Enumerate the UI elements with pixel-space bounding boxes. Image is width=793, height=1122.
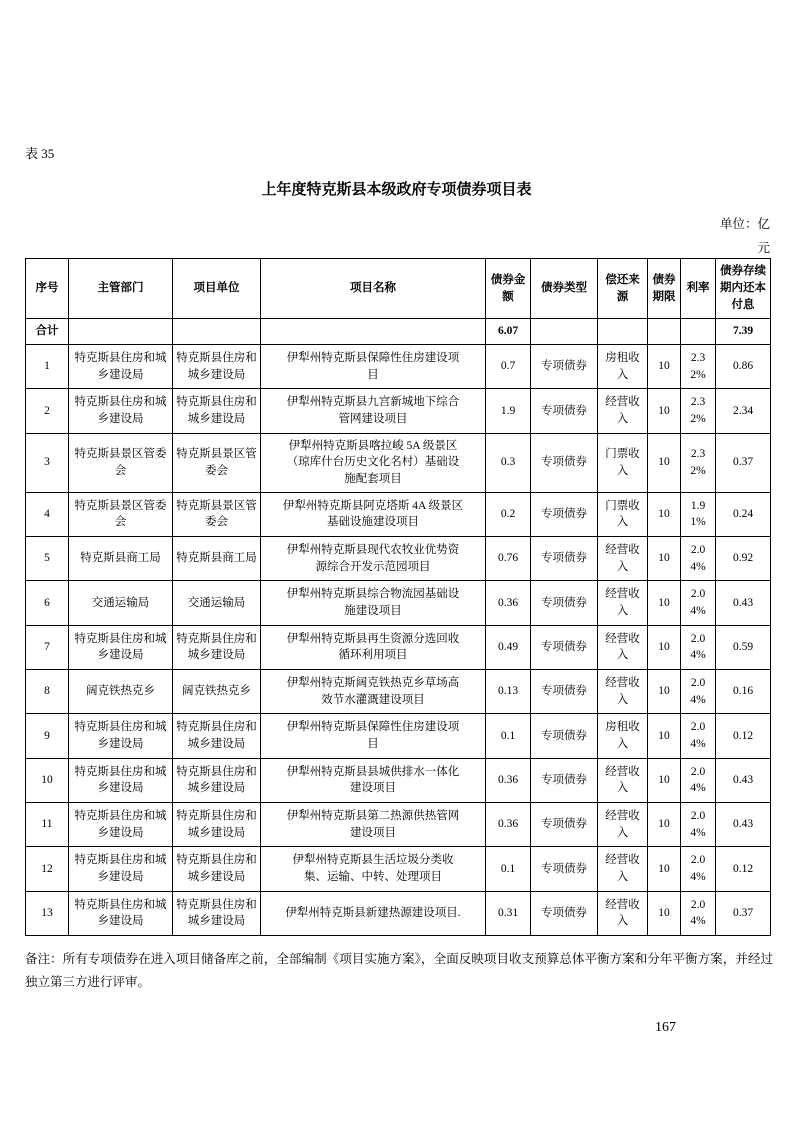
cell-no: 5 xyxy=(26,537,69,581)
cell-dept: 特克斯县住房和城乡建设局 xyxy=(69,803,173,847)
cell-source: 经营收入 xyxy=(598,537,648,581)
cell-repayment: 0.12 xyxy=(716,847,771,891)
table-row xyxy=(26,389,771,433)
cell-rate: 2.04% xyxy=(681,537,716,581)
cell-term: 10 xyxy=(648,492,681,536)
cell-unit: 阔克铁热克乡 xyxy=(173,670,261,714)
cell-unit: 特克斯县住房和城乡建设局 xyxy=(173,714,261,758)
cell-dept: 特克斯县住房和城乡建设局 xyxy=(69,714,173,758)
cell-project: 伊犁州特克斯县阿克塔斯 4A 级景区基础设施建设项目 xyxy=(261,492,486,536)
cell-repayment: 0.86 xyxy=(716,345,771,389)
cell-no: 6 xyxy=(26,581,69,625)
cell-repayment: 0.37 xyxy=(716,891,771,935)
table-row xyxy=(26,537,771,581)
cell-repayment: 2.34 xyxy=(716,389,771,433)
table-row xyxy=(26,803,771,847)
cell-unit: 特克斯县住房和城乡建设局 xyxy=(173,389,261,433)
cell-term: 10 xyxy=(648,891,681,935)
total-repayment: 7.39 xyxy=(716,319,771,345)
cell-no: 8 xyxy=(26,670,69,714)
cell-repayment: 0.43 xyxy=(716,803,771,847)
cell-type: 专项债券 xyxy=(531,670,598,714)
cell-dept: 特克斯县住房和城乡建设局 xyxy=(69,847,173,891)
cell-amount: 0.1 xyxy=(486,847,531,891)
cell-term: 10 xyxy=(648,670,681,714)
cell-rate: 2.04% xyxy=(681,581,716,625)
cell-dept: 特克斯县住房和城乡建设局 xyxy=(69,345,173,389)
cell-rate: 2.04% xyxy=(681,714,716,758)
table-row xyxy=(26,714,771,758)
total-empty-cell xyxy=(598,319,648,345)
note-text: 备注：所有专项债券在进入项目储备库之前，全部编制《项目实施方案》，全面反映项目收支预算总体平衡方案和分年平衡方案，并经过独立第三方进行评审。 xyxy=(25,952,773,990)
cell-type: 专项债券 xyxy=(531,625,598,669)
cell-project: 伊犁州特克斯县喀拉峻 5A 级景区（琼库什台历史文化名村）基础设施配套项目 xyxy=(261,433,486,492)
header-source: 偿还来源 xyxy=(598,259,648,319)
total-empty-cell xyxy=(681,319,716,345)
cell-dept: 特克斯县住房和城乡建设局 xyxy=(69,625,173,669)
cell-source: 经营收入 xyxy=(598,803,648,847)
cell-repayment: 0.12 xyxy=(716,714,771,758)
cell-type: 专项债券 xyxy=(531,891,598,935)
cell-project: 伊犁州特克斯县保障性住房建设项目 xyxy=(261,714,486,758)
cell-term: 10 xyxy=(648,345,681,389)
total-empty-cell xyxy=(173,319,261,345)
header-rate: 利率 xyxy=(681,259,716,319)
cell-term: 10 xyxy=(648,433,681,492)
cell-type: 专项债券 xyxy=(531,537,598,581)
cell-no: 7 xyxy=(26,625,69,669)
cell-term: 10 xyxy=(648,389,681,433)
cell-term: 10 xyxy=(648,714,681,758)
cell-repayment: 0.92 xyxy=(716,537,771,581)
cell-type: 专项债券 xyxy=(531,389,598,433)
cell-amount: 0.36 xyxy=(486,803,531,847)
table-row xyxy=(26,581,771,625)
cell-type: 专项债券 xyxy=(531,803,598,847)
cell-unit: 特克斯县住房和城乡建设局 xyxy=(173,345,261,389)
total-empty-cell xyxy=(531,319,598,345)
cell-project: 伊犁州特克斯县综合物流园基础设施建设项目 xyxy=(261,581,486,625)
header-amount: 债券金额 xyxy=(486,259,531,319)
cell-source: 房租收入 xyxy=(598,345,648,389)
cell-term: 10 xyxy=(648,758,681,802)
cell-unit: 特克斯县住房和城乡建设局 xyxy=(173,891,261,935)
unit-label xyxy=(720,212,770,261)
header-repayment: 债券存续期内还本付息 xyxy=(716,259,771,319)
cell-term: 10 xyxy=(648,803,681,847)
cell-type: 专项债券 xyxy=(531,433,598,492)
page-number: 167 xyxy=(655,1020,676,1035)
cell-dept: 特克斯县景区管委会 xyxy=(69,492,173,536)
cell-no: 13 xyxy=(26,891,69,935)
cell-no: 3 xyxy=(26,433,69,492)
cell-amount: 0.1 xyxy=(486,714,531,758)
cell-rate: 2.04% xyxy=(681,891,716,935)
cell-project: 伊犁州特克斯县第二热源供热管网建设项目 xyxy=(261,803,486,847)
total-empty-cell xyxy=(648,319,681,345)
total-amount: 6.07 xyxy=(486,319,531,345)
cell-source: 经营收入 xyxy=(598,670,648,714)
cell-unit: 特克斯县住房和城乡建设局 xyxy=(173,625,261,669)
cell-project: 伊犁州特克斯阔克铁热克乡草场高效节水灌溉建设项目 xyxy=(261,670,486,714)
table-number-label: 表 35 xyxy=(25,146,55,161)
cell-unit: 特克斯县商工局 xyxy=(173,537,261,581)
cell-unit: 特克斯县住房和城乡建设局 xyxy=(173,847,261,891)
cell-project: 伊犁州特克斯县新建热源建设项目. xyxy=(261,891,486,935)
cell-no: 10 xyxy=(26,758,69,802)
cell-source: 门票收入 xyxy=(598,492,648,536)
table-row xyxy=(26,758,771,802)
cell-project: 伊犁州特克斯县九宫新城地下综合管网建设项目 xyxy=(261,389,486,433)
cell-type: 专项债券 xyxy=(531,345,598,389)
cell-no: 4 xyxy=(26,492,69,536)
table-row xyxy=(26,891,771,935)
cell-amount: 0.76 xyxy=(486,537,531,581)
cell-amount: 0.31 xyxy=(486,891,531,935)
cell-source: 经营收入 xyxy=(598,581,648,625)
table-row xyxy=(26,492,771,536)
cell-type: 专项债券 xyxy=(531,581,598,625)
cell-no: 9 xyxy=(26,714,69,758)
cell-dept: 特克斯县住房和城乡建设局 xyxy=(69,758,173,802)
cell-source: 经营收入 xyxy=(598,891,648,935)
cell-unit: 特克斯县住房和城乡建设局 xyxy=(173,803,261,847)
table-row xyxy=(26,847,771,891)
cell-source: 经营收入 xyxy=(598,625,648,669)
cell-source: 经营收入 xyxy=(598,389,648,433)
cell-dept: 特克斯县住房和城乡建设局 xyxy=(69,389,173,433)
cell-rate: 2.32% xyxy=(681,389,716,433)
unit-line-1: 单位：亿 xyxy=(719,217,770,231)
cell-project: 伊犁州特克斯县现代农牧业优势资源综合开发示范园项目 xyxy=(261,537,486,581)
cell-repayment: 0.43 xyxy=(716,581,771,625)
cell-project: 伊犁州特克斯县保障性住房建设项目 xyxy=(261,345,486,389)
total-empty-cell xyxy=(69,319,173,345)
cell-rate: 2.04% xyxy=(681,803,716,847)
cell-dept: 特克斯县住房和城乡建设局 xyxy=(69,891,173,935)
cell-repayment: 0.37 xyxy=(716,433,771,492)
cell-term: 10 xyxy=(648,581,681,625)
cell-project: 伊犁州特克斯县再生资源分选回收循环利用项目 xyxy=(261,625,486,669)
cell-amount: 0.49 xyxy=(486,625,531,669)
cell-no: 2 xyxy=(26,389,69,433)
page-title: 上年度特克斯县本级政府专项债券项目表 xyxy=(261,181,532,198)
cell-dept: 交通运输局 xyxy=(69,581,173,625)
cell-term: 10 xyxy=(648,625,681,669)
cell-amount: 0.7 xyxy=(486,345,531,389)
header-dept: 主管部门 xyxy=(69,259,173,319)
table-row xyxy=(26,670,771,714)
cell-project: 伊犁州特克斯县生活垃圾分类收集、运输、中转、处理项目 xyxy=(261,847,486,891)
header-row xyxy=(26,259,771,319)
cell-no: 12 xyxy=(26,847,69,891)
table-row xyxy=(26,433,771,492)
cell-amount: 1.9 xyxy=(486,389,531,433)
cell-repayment: 0.59 xyxy=(716,625,771,669)
header-unit: 项目单位 xyxy=(173,259,261,319)
cell-type: 专项债券 xyxy=(531,758,598,802)
total-empty-cell xyxy=(261,319,486,345)
cell-amount: 0.36 xyxy=(486,758,531,802)
cell-source: 门票收入 xyxy=(598,433,648,492)
header-term: 债券期限 xyxy=(648,259,681,319)
header-type: 债券类型 xyxy=(531,259,598,319)
cell-amount: 0.13 xyxy=(486,670,531,714)
cell-dept: 特克斯县景区管委会 xyxy=(69,433,173,492)
cell-amount: 0.3 xyxy=(486,433,531,492)
table-row xyxy=(26,345,771,389)
cell-term: 10 xyxy=(648,847,681,891)
cell-source: 经营收入 xyxy=(598,758,648,802)
cell-dept: 特克斯县商工局 xyxy=(69,537,173,581)
cell-term: 10 xyxy=(648,537,681,581)
cell-rate: 2.32% xyxy=(681,433,716,492)
cell-unit: 特克斯县景区管委会 xyxy=(173,433,261,492)
cell-repayment: 0.24 xyxy=(716,492,771,536)
total-label: 合计 xyxy=(26,319,69,345)
cell-project: 伊犁州特克斯县县城供排水一体化建设项目 xyxy=(261,758,486,802)
cell-rate: 2.04% xyxy=(681,847,716,891)
cell-type: 专项债券 xyxy=(531,847,598,891)
cell-no: 1 xyxy=(26,345,69,389)
cell-rate: 2.04% xyxy=(681,625,716,669)
table-row xyxy=(26,625,771,669)
cell-source: 房租收入 xyxy=(598,714,648,758)
cell-type: 专项债券 xyxy=(531,492,598,536)
bond-projects-table xyxy=(25,258,771,936)
header-project: 项目名称 xyxy=(261,259,486,319)
cell-repayment: 0.43 xyxy=(716,758,771,802)
cell-source: 经营收入 xyxy=(598,847,648,891)
cell-rate: 2.04% xyxy=(681,670,716,714)
cell-dept: 阔克铁热克乡 xyxy=(69,670,173,714)
cell-unit: 特克斯县住房和城乡建设局 xyxy=(173,758,261,802)
cell-repayment: 0.16 xyxy=(716,670,771,714)
cell-unit: 交通运输局 xyxy=(173,581,261,625)
unit-line-2: 元 xyxy=(757,241,770,256)
cell-rate: 1.91% xyxy=(681,492,716,536)
cell-type: 专项债券 xyxy=(531,714,598,758)
cell-rate: 2.04% xyxy=(681,758,716,802)
cell-unit: 特克斯县景区管委会 xyxy=(173,492,261,536)
cell-amount: 0.36 xyxy=(486,581,531,625)
total-row xyxy=(26,319,771,345)
cell-rate: 2.32% xyxy=(681,345,716,389)
header-no: 序号 xyxy=(26,259,69,319)
cell-amount: 0.2 xyxy=(486,492,531,536)
cell-no: 11 xyxy=(26,803,69,847)
